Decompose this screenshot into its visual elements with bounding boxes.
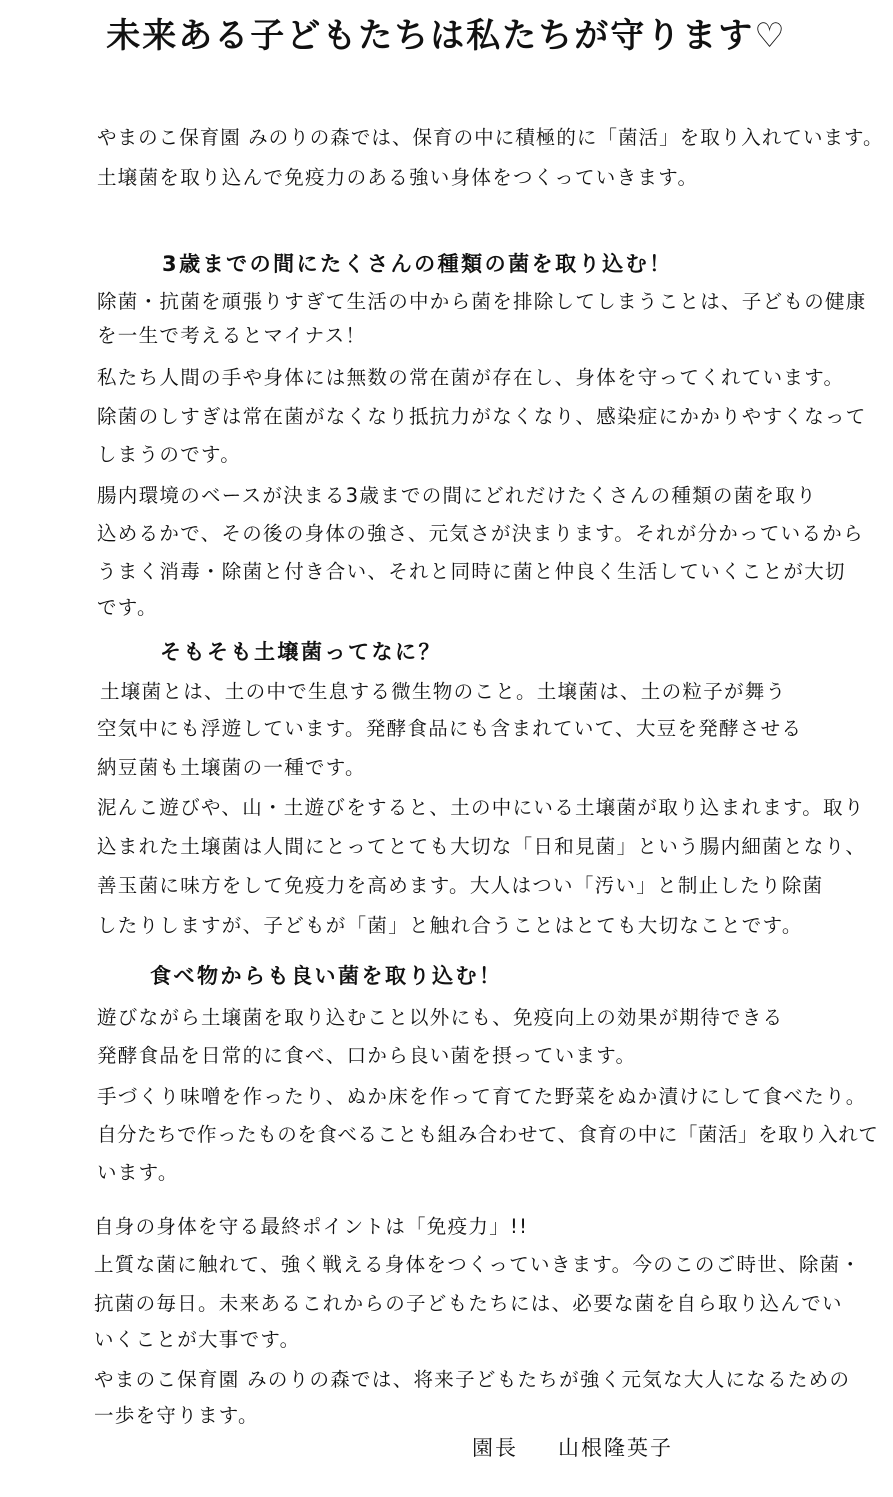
body-line: 遊びながら土壌菌を取り込むこと以外にも、免疫向上の効果が期待できる [97,1006,784,1029]
body-line: 泥んこ遊びや、山・土遊びをすると、土の中にいる土壌菌が取り込まれます。取り [97,796,865,819]
closing-line: 一歩を守ります。 [94,1404,259,1427]
closing-line: 上質な菌に触れて、強く戦える身体をつくっていきます。今のこのご時世、除菌・ [94,1253,862,1276]
body-line: 自分たちで作ったものを食べることも組み合わせて、食育の中に「菌活」を取り入れて [97,1123,879,1146]
page-title-text: 未来ある子どもたちは私たちが守ります [106,16,755,56]
heart-icon: ♡ [754,16,787,56]
body-line: 腸内環境のベースが決まる3歳までの間にどれだけたくさんの種類の菌を取り [97,484,817,507]
intro-line: 土壌菌を取り込んで免疫力のある強い身体をつくっていきます。 [97,166,699,189]
intro-line: やまのこ保育園 みのりの森では、保育の中に積極的に「菌活」を取り入れています。 [97,126,884,149]
closing-line: いくことが大事です。 [94,1328,301,1351]
body-line: 込めるかで、その後の身体の強さ、元気さが決まります。それが分かっているから [97,522,864,545]
body-line: 手づくり味噌を作ったり、ぬか床を作って育てた野菜をぬか漬けにして食べたり。 [97,1085,867,1108]
body-line: 空気中にも浮遊しています。発酵食品にも含まれていて、大豆を発酵させる [97,717,803,740]
body-line: うまく消毒・除菌と付き合い、それと同時に菌と仲良く生活していくことが大切 [97,560,846,583]
body-line: 納豆菌も土壌菌の一種です。 [97,756,366,779]
section-heading-3-years: 3歳までの間にたくさんの種類の菌を取り込む！ [162,252,673,276]
body-line: 私たち人間の手や身体には無数の常在菌が存在し、身体を守ってくれています。 [97,366,845,389]
closing-line: やまのこ保育園 みのりの森では、将来子どもたちが強く元気な大人になるための [94,1368,851,1391]
body-line: 善玉菌に味方をして免疫力を高めます。大人はつい「汚い」と制止したり除菌 [97,874,824,897]
body-line: 込まれた土壌菌は人間にとってとても大切な「日和見菌」という腸内細菌となり、 [97,835,867,858]
signature-role: 園長 [472,1436,518,1460]
closing-line: 抗菌の毎日。未来あるこれからの子どもたちには、必要な菌を自ら取り込んでい [94,1292,843,1315]
signature [472,1433,673,1463]
signature-name: 山根隆英子 [558,1436,673,1460]
closing-line: 自身の身体を守る最終ポイントは「免疫力」!! [94,1215,529,1238]
body-line: 土壌菌とは、土の中で生息する微生物のこと。土壌菌は、土の粒子が舞う [100,680,787,703]
body-line: 除菌・抗菌を頑張りすぎて生活の中から菌を排除してしまうことは、子どもの健康 [97,290,867,313]
body-line: 発酵食品を日常的に食べ、口から良い菌を摂っています。 [97,1044,637,1067]
body-line: です。 [97,596,158,619]
body-line: しまうのです。 [97,443,242,466]
section-heading-soil-bacteria: そもそも土壌菌ってなに？ [160,640,442,664]
body-line: 除菌のしすぎは常在菌がなくなり抵抗力がなくなり、感染症にかかりやすくなって [97,405,867,428]
body-line: います。 [97,1161,179,1184]
body-line: したりしますが、子どもが「菌」と触れ合うことはとても大切なことです。 [97,914,803,937]
section-heading-food: 食べ物からも良い菌を取り込む！ [150,964,503,988]
page-title [0,6,893,66]
body-line: を一生で考えるとマイナス！ [97,324,367,347]
